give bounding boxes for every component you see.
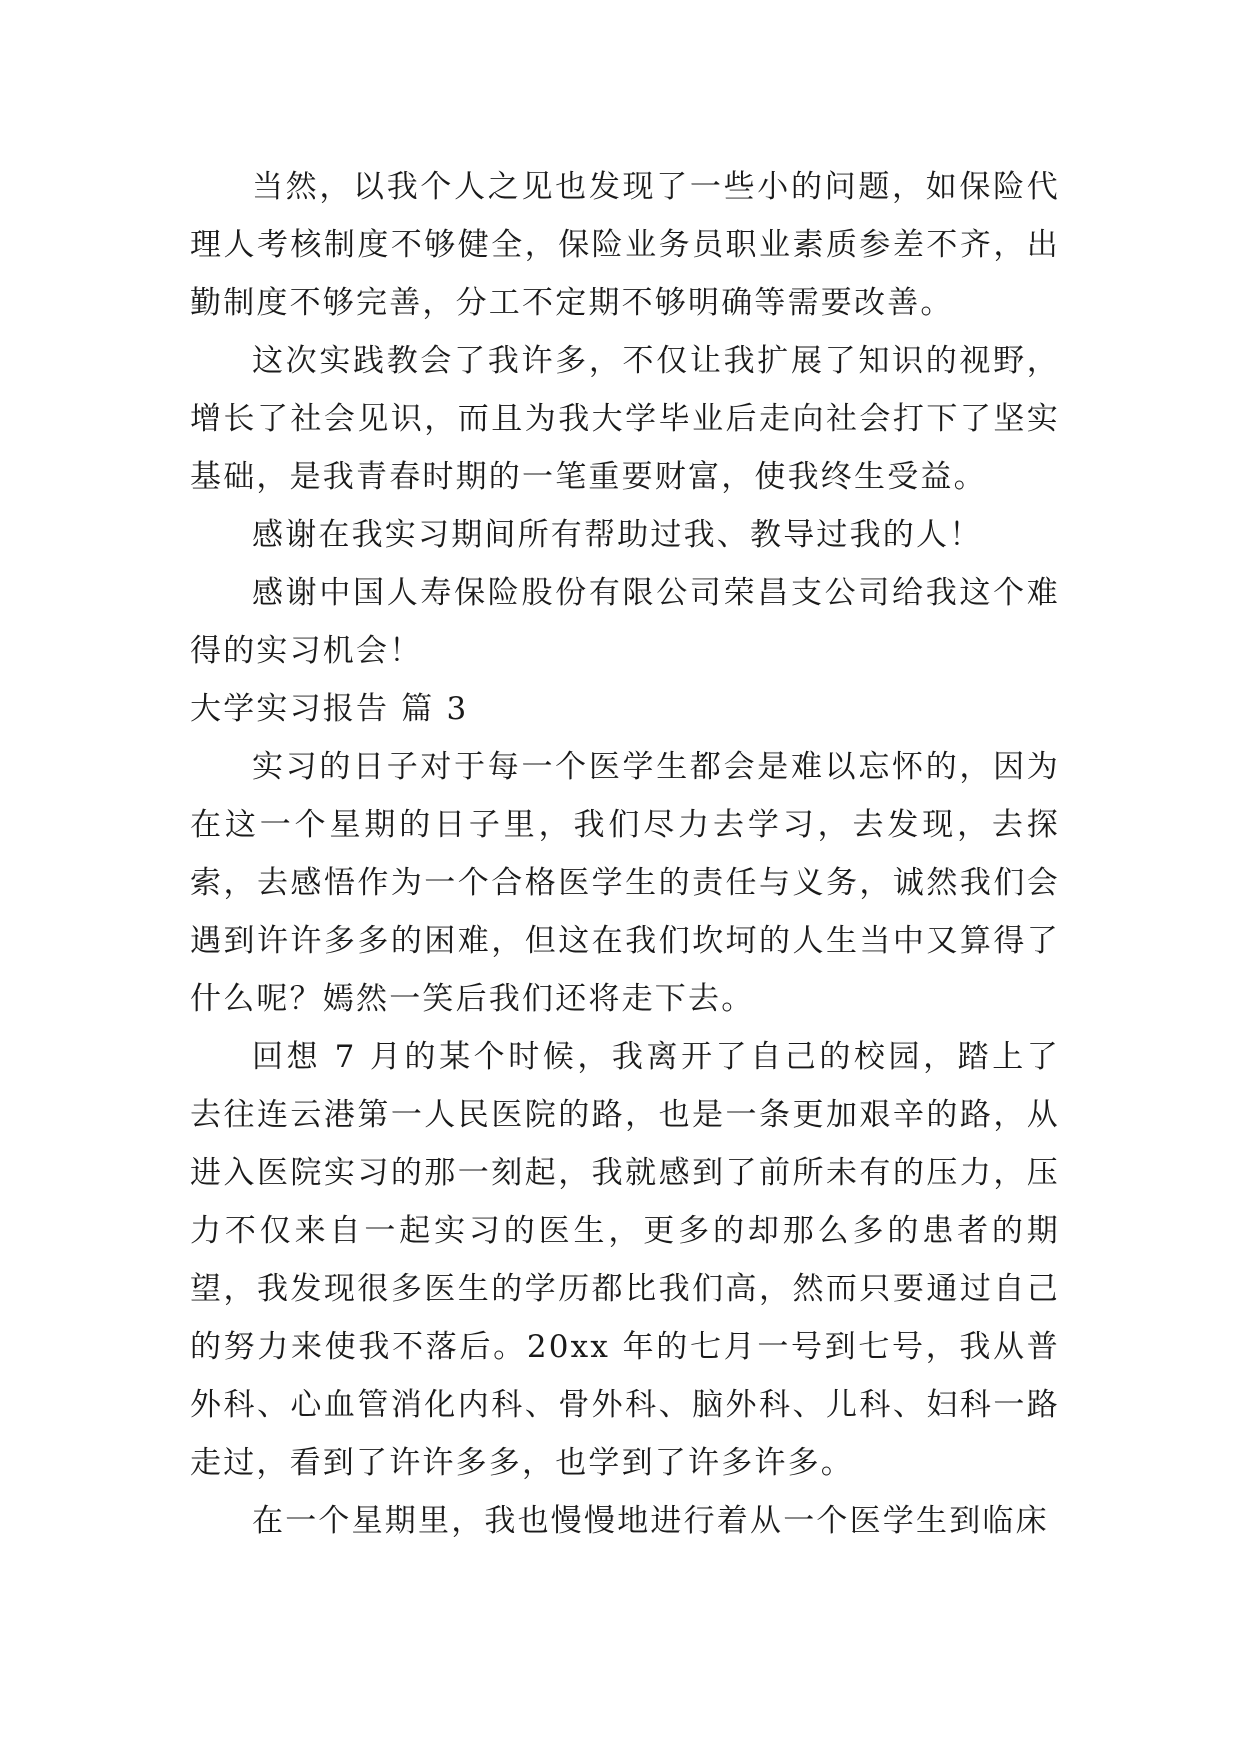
section-heading: 大学实习报告 篇 3 xyxy=(190,691,469,727)
paragraph-thanks-people: 感谢在我实习期间所有帮助过我、教导过我的人！ xyxy=(252,517,983,553)
paragraph-thanks-company: 感谢中国人寿保险股份有限公司荣昌支公司给我这个难得的实习机会！ xyxy=(190,575,1060,669)
paragraph-week-progress: 在一个星期里，我也慢慢地进行着从一个医学生到临床 xyxy=(252,1503,1049,1539)
paragraph-problems: 当然，以我个人之见也发现了一些小的问题，如保险代理人考核制度不够健全，保险业务员职业素质参差不齐，出勤制度不够完善，分工不定期不够明确等需要改善。 xyxy=(190,169,1060,321)
document-body xyxy=(190,158,1060,1550)
paragraph-recollection: 回想 7 月的某个时候，我离开了自己的校园，踏上了去往连云港第一人民医院的路，也是一条更加艰辛的路，从进入医院实习的那一刻起，我就感到了前所未有的压力，压力不仅来自一起实习的医生，更多的却那么多的患者的期望，我发现很多医生的学历都比我们高，然而只要通过自己的努力来使我不落后。20xx 年的七月一号到七号，我从普外科、心血管消化内科、骨外科、脑外科、儿科、妇科一路走过，看到了许许多多，也学到了许多许多。 xyxy=(190,1039,1060,1481)
paragraph-internship-days: 实习的日子对于每一个医学生都会是难以忘怀的，因为在这一个星期的日子里，我们尽力去学习，去发现，去探索，去感悟作为一个合格医学生的责任与义务，诚然我们会遇到许许多多的困难，但这在我们坎坷的人生当中又算得了什么呢？嫣然一笑后我们还将走下去。 xyxy=(190,749,1060,1017)
paragraph-practice-gains: 这次实践教会了我许多，不仅让我扩展了知识的视野，增长了社会见识，而且为我大学毕业后走向社会打下了坚实基础，是我青春时期的一笔重要财富，使我终生受益。 xyxy=(190,343,1060,495)
